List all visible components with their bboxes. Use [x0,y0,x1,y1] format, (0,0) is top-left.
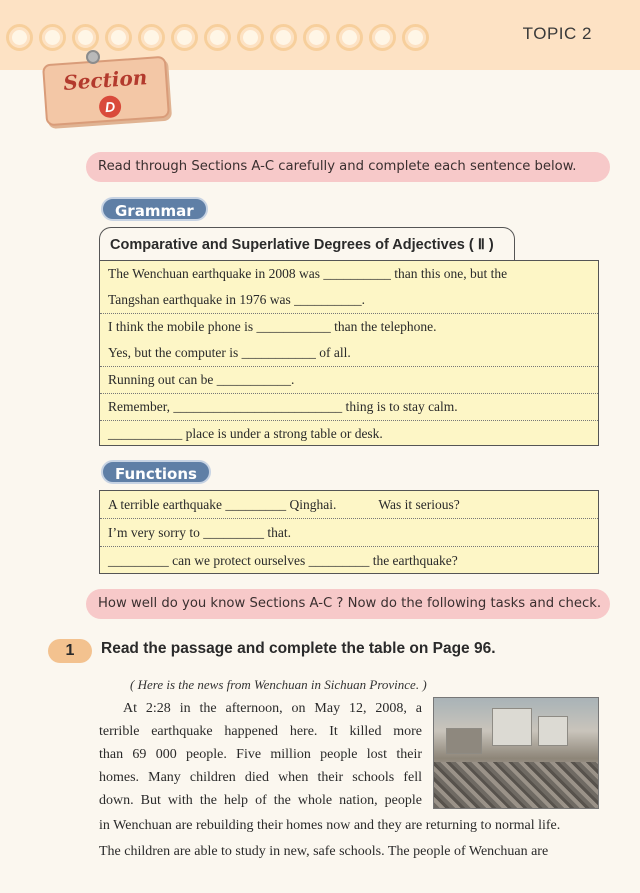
ring-icon [72,24,99,51]
grammar-row: Tangshan earthquake in 1976 was __________. [100,287,598,314]
ring-icon [303,24,330,51]
grammar-table [99,260,599,446]
grammar-row: I think the mobile phone is ___________ than the telephone. [108,319,437,334]
grammar-label: Grammar [101,197,208,221]
grammar-row: The Wenchuan earthquake in 2008 was __________ than this one, but the [108,266,508,281]
task-title: Read the passage and complete the table on Page 96. [101,640,496,657]
functions-row [100,519,598,547]
instruction-bar: How well do you know Sections A-C ? Now do the following tasks and check. [86,589,610,619]
section-tag [42,56,170,126]
functions-row-left: I’m very sorry to _________ that. [108,525,291,540]
functions-row-left: _________ can we protect ourselves _________ the earthquake? [108,553,458,568]
topic-label: TOPIC 2 [522,24,592,43]
notebook-rings [6,24,429,51]
passage-line: than 69 000 people. Five million people lost their [99,747,422,762]
functions-label: Functions [101,460,211,484]
ring-icon [39,24,66,51]
functions-row [100,547,598,575]
grammar-row: Yes, but the computer is ___________ of all. [100,340,598,367]
grammar-row: ___________ place is under a strong table or desk. [108,426,383,441]
building-shape [446,728,482,754]
ring-icon [369,24,396,51]
ring-icon [138,24,165,51]
ring-icon [105,24,132,51]
passage-line: homes. Many children died when their schools fell [99,770,422,785]
grammar-table-title: Comparative and Superlative Degrees of Adjectives ( Ⅱ ) [99,227,515,261]
building-shape [492,708,532,746]
ring-icon [237,24,264,51]
grammar-row: Running out can be ___________. [100,367,598,394]
instruction-bar: Read through Sections A-C carefully and complete each sentence below. [86,152,610,182]
passage-line: in Wenchuan are rebuilding their homes now and they are returning to normal life. [99,818,561,833]
functions-row [100,491,598,519]
ring-icon [204,24,231,51]
ring-icon [270,24,297,51]
passage-intro: ( Here is the news from Wenchuan in Sichuan Province. ) [130,677,427,692]
earthquake-ruins-photo [433,697,599,809]
passage-line: down. But with the help of the whole nation, people [99,793,422,808]
grammar-row: Remember, _________________________ thing is to stay calm. [100,394,598,421]
task-number-badge: 1 [48,639,92,663]
ring-icon [6,24,33,51]
ring-icon [402,24,429,51]
rubble-shape [434,762,599,808]
building-shape [538,716,568,746]
passage-line: terrible earthquake happened here. It killed more [99,724,422,739]
section-letter: D [98,95,121,118]
ring-icon [336,24,363,51]
functions-row-left: A terrible earthquake _________ Qinghai. [108,497,337,512]
passage-line: The children are able to study in new, safe schools. The people of Wenchuan are [99,844,549,859]
functions-table [99,490,599,574]
pin-icon [86,50,100,64]
section-word: Section [62,65,149,95]
passage-line: At 2:28 in the afternoon, on May 12, 2008, a [123,701,422,716]
functions-row-right: Was it serious? [378,497,460,512]
ring-icon [171,24,198,51]
